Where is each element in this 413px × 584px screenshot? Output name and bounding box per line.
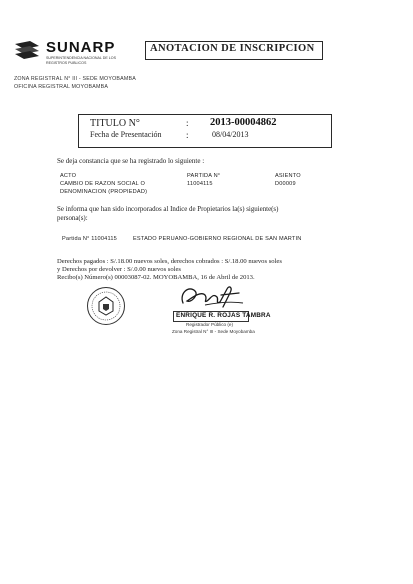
acto-line-2: DENOMINACION (PROPIEDAD) [60,189,148,195]
partida-row-label: Partida N° 11004115 [62,236,117,242]
derechos-line-2: y Derechos por devolver : S/.0.00 nuevos soles [57,266,181,273]
fecha-label: Fecha de Presentación [90,130,162,139]
partida-value: 11004115 [187,181,213,187]
zone-line: ZONA REGISTRAL N° III - SEDE MOYOBAMBA [14,76,136,82]
office-line: OFICINA REGISTRAL MOYOBAMBA [14,84,109,90]
fecha-colon: : [186,130,189,140]
handwritten-signature-icon [175,281,247,313]
brand-subtitle: SUPERINTENDENCIA NACIONAL DE LOS REGISTROS PUBLICOS [46,56,116,65]
registry-seal-icon [86,286,126,326]
acto-header: ACTO [60,173,77,179]
fecha-value: 08/04/2013 [212,130,249,139]
titulo-number: 2013-00004862 [210,117,277,128]
titulo-colon: : [186,118,189,128]
informa-line-1: Se informa que han sido incorporados al Indice de Propietarios la(s) siguiente(s) [57,206,279,213]
signer-name: ENRIQUE R. ROJAS TAMBRA [176,312,271,319]
intro-text: Se deja constancia que se ha registrado lo siguiente : [57,157,205,165]
titulo-label: TITULO N° [90,118,140,129]
asiento-header: ASIENTO [275,173,301,179]
sunarp-logo-icon [14,40,40,62]
asiento-value: D00009 [275,181,296,187]
annotation-stamp: ANOTACION DE INSCRIPCION [150,43,315,54]
partida-row-owner: ESTADO PERUANO-GOBIERNO REGIONAL DE SAN MARTIN [133,236,302,242]
partida-header: PARTIDA N° [187,173,221,179]
signer-zone: Zona Registral N° III - Sede Moyobamba [172,329,255,334]
recibo-line: Recibo(s) Número(s) 00003087-02. MOYOBAMBA, 16 de Abril de 2013. [57,274,255,281]
informa-line-2: persona(s): [57,215,88,222]
signer-role: Registrador Público (e) [186,322,233,327]
brand-name: SUNARP [46,39,116,56]
acto-line-1: CAMBIO DE RAZON SOCIAL O [60,181,146,187]
derechos-line-1: Derechos pagados : S/.18.00 nuevos soles, derechos cobrados : S/.18.00 nuevos soles [57,258,282,265]
